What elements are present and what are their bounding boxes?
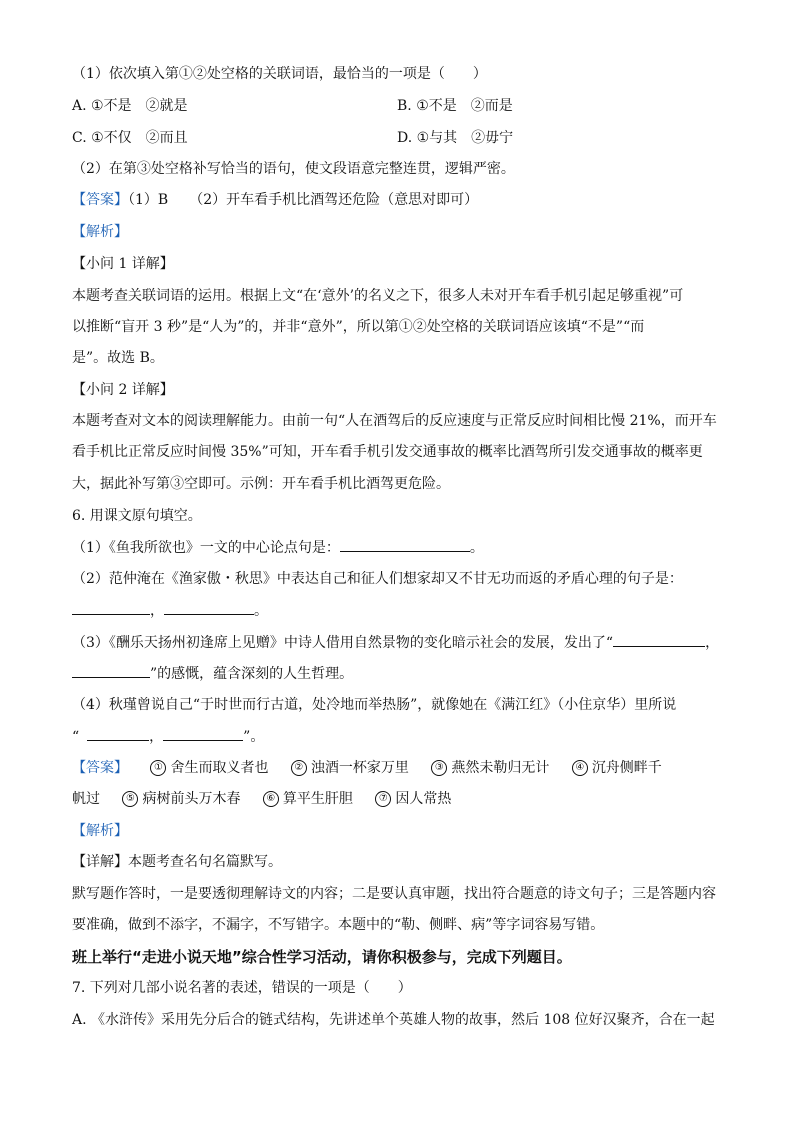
fill-blank (72, 600, 150, 615)
q6-detail (72, 852, 732, 872)
answer-number: ① (150, 760, 166, 776)
q6-s2-comma: ， (150, 603, 164, 619)
q5-option-d: D. ①与其 ②毋宁 (397, 130, 514, 146)
q7-option-a: A. 《水浒传》采用先分后合的链式结构，先讲述单个英雄人物的故事，然后 108 位好汉聚齐，合在一起 (72, 1012, 715, 1028)
q6-s4-comma: ， (149, 729, 164, 745)
q6-s3-line1 (72, 632, 732, 653)
answer-item (375, 791, 451, 807)
answer-text: 沉舟侧畔千 (591, 760, 662, 776)
fill-blank (340, 537, 470, 552)
answer-item (572, 760, 662, 776)
answer-number: ② (291, 760, 307, 776)
q5-detail1-line2: 以推断“盲开 3 秒”是“人为”的，并非“意外”，所以第①②处空格的关联词语应该填“不是”“而 (72, 319, 645, 335)
answer-text: 病树前头万木春 (142, 791, 241, 807)
q6-s4-line2 (72, 726, 732, 747)
answer-text: 因人常热 (395, 791, 452, 807)
fill-blank (87, 726, 149, 741)
q6-analysis-label (72, 821, 732, 841)
q6-answer (72, 758, 732, 778)
answer-label: 【答案】 (72, 192, 128, 208)
analysis-label: 【解析】 (72, 823, 128, 839)
answer-item (431, 760, 549, 776)
fill-blank (72, 663, 150, 678)
q5-detail1-label: 【小问 1 详解】 (72, 256, 174, 272)
q6-s2-end: 。 (254, 603, 268, 619)
fill-blank (164, 600, 254, 615)
answer-text: 帆过 (72, 791, 100, 807)
q6-s3-line2 (72, 663, 732, 684)
q6-s3-text: （3）《酬乐天扬州初逢席上见赠》中诗人借用自然景物的变化暗示社会的发展，发出了“ (72, 635, 614, 651)
answer-label: 【答案】 (72, 760, 128, 776)
answer-item (263, 791, 353, 807)
q6-s2-line1: （2）范仲淹在《渔家傲・秋思》中表达自己和征人们想家却又不甘无功而返的矛盾心理的句子是： (72, 571, 683, 587)
analysis-label: 【解析】 (72, 224, 128, 240)
q6-s4-open: “ (72, 729, 80, 745)
q5-detail2-line2: 看手机比正常反应时间慢 35%”可知，开车看手机引发交通事故的概率比酒驾所引发交通事故的概率更 (72, 444, 703, 460)
answer-item (150, 760, 268, 776)
q6-tip-line1: 默写题作答时，一是要透彻理解诗文的内容；二是要认真审题，找出符合题意的诗文句子；三是答题内容 (72, 886, 716, 902)
q5-option-c: C. ①不仅 ②而且 (72, 130, 188, 146)
q5-answer-text: （1）B （2）开车看手机比酒驾还危险（意思对即可） (128, 192, 479, 208)
q5-sub2: （2）在第③处空格补写恰当的语句，使文段语意完整连贯，逻辑严密。 (72, 161, 515, 177)
q5-detail1-line3: 是”。故选 B。 (72, 350, 164, 366)
q5-analysis-label (72, 222, 732, 242)
detail-text: 本题考查名句名篇默写。 (128, 854, 282, 870)
q6-s3-end: ”的感慨，蕴含深刻的人生哲理。 (150, 666, 354, 682)
answer-number: ⑥ (263, 791, 279, 807)
q6-s3-comma: ， (705, 635, 720, 651)
q6-tip-line2: 要准确，做到不添字，不漏字，不写错字。本题中的“勒、侧畔、病”等字词容易写错。 (72, 917, 605, 933)
q5-sub1: （1）依次填入第①②处空格的关联词语，最恰当的一项是（ ） (72, 66, 487, 82)
answer-text: 燕然未勒归无计 (451, 760, 550, 776)
answer-item (122, 791, 240, 807)
q6-s1-end: 。 (469, 540, 484, 556)
q6-answer-cont (72, 789, 732, 809)
q6-s1 (72, 537, 732, 558)
answer-text: 算平生肝胆 (282, 791, 353, 807)
q7-title: 7. 下列对几部小说名著的表述，错误的一项是（ ） (72, 980, 412, 996)
fill-blank (613, 632, 705, 647)
q5-option-b: B. ①不是 ②而是 (397, 98, 513, 114)
q5-detail2-label: 【小问 2 详解】 (72, 382, 174, 398)
q5-detail2-line1: 本题考查对文本的阅读理解能力。由前一句“人在酒驾后的反应速度与正常反应时间相比慢 21%，而开车 (72, 413, 717, 429)
detail-label: 【详解】 (72, 854, 128, 870)
answer-text: 浊酒一杯家万里 (310, 760, 409, 776)
fill-blank (163, 726, 243, 741)
q5-detail1-line1: 本题考查关联词语的运用。根据上文“在‘意外’的名义之下，很多人未对开车看手机引起足够重视”可 (72, 288, 684, 304)
answer-number: ④ (572, 760, 588, 776)
activity-heading: 班上举行“走进小说天地”综合性学习活动，请你积极参与，完成下列题目。 (72, 948, 572, 966)
q6-s1-text: （1）《鱼我所欲也》一文的中心论点句是： (72, 540, 340, 556)
answer-text: 舍生而取义者也 (170, 760, 269, 776)
answer-number: ⑤ (122, 791, 138, 807)
q6-s4-end: ”。 (243, 729, 265, 745)
q6-s2-line2 (72, 600, 732, 621)
q5-option-a: A. ①不是 ②就是 (72, 98, 188, 114)
answer-number: ③ (431, 760, 447, 776)
q6-title: 6. 用课文原句填空。 (72, 508, 202, 524)
q5-detail2-line3: 大，据此补写第③空即可。示例：开车看手机比酒驾更危险。 (72, 476, 450, 492)
answer-number: ⑦ (375, 791, 391, 807)
q5-answer (72, 190, 732, 210)
q6-s4-line1: （4）秋瑾曾说自己“于时世而行古道，处冷地而举热肠”，就像她在《满江红》（小住京华）里所说 (72, 697, 677, 713)
answer-item (291, 760, 409, 776)
